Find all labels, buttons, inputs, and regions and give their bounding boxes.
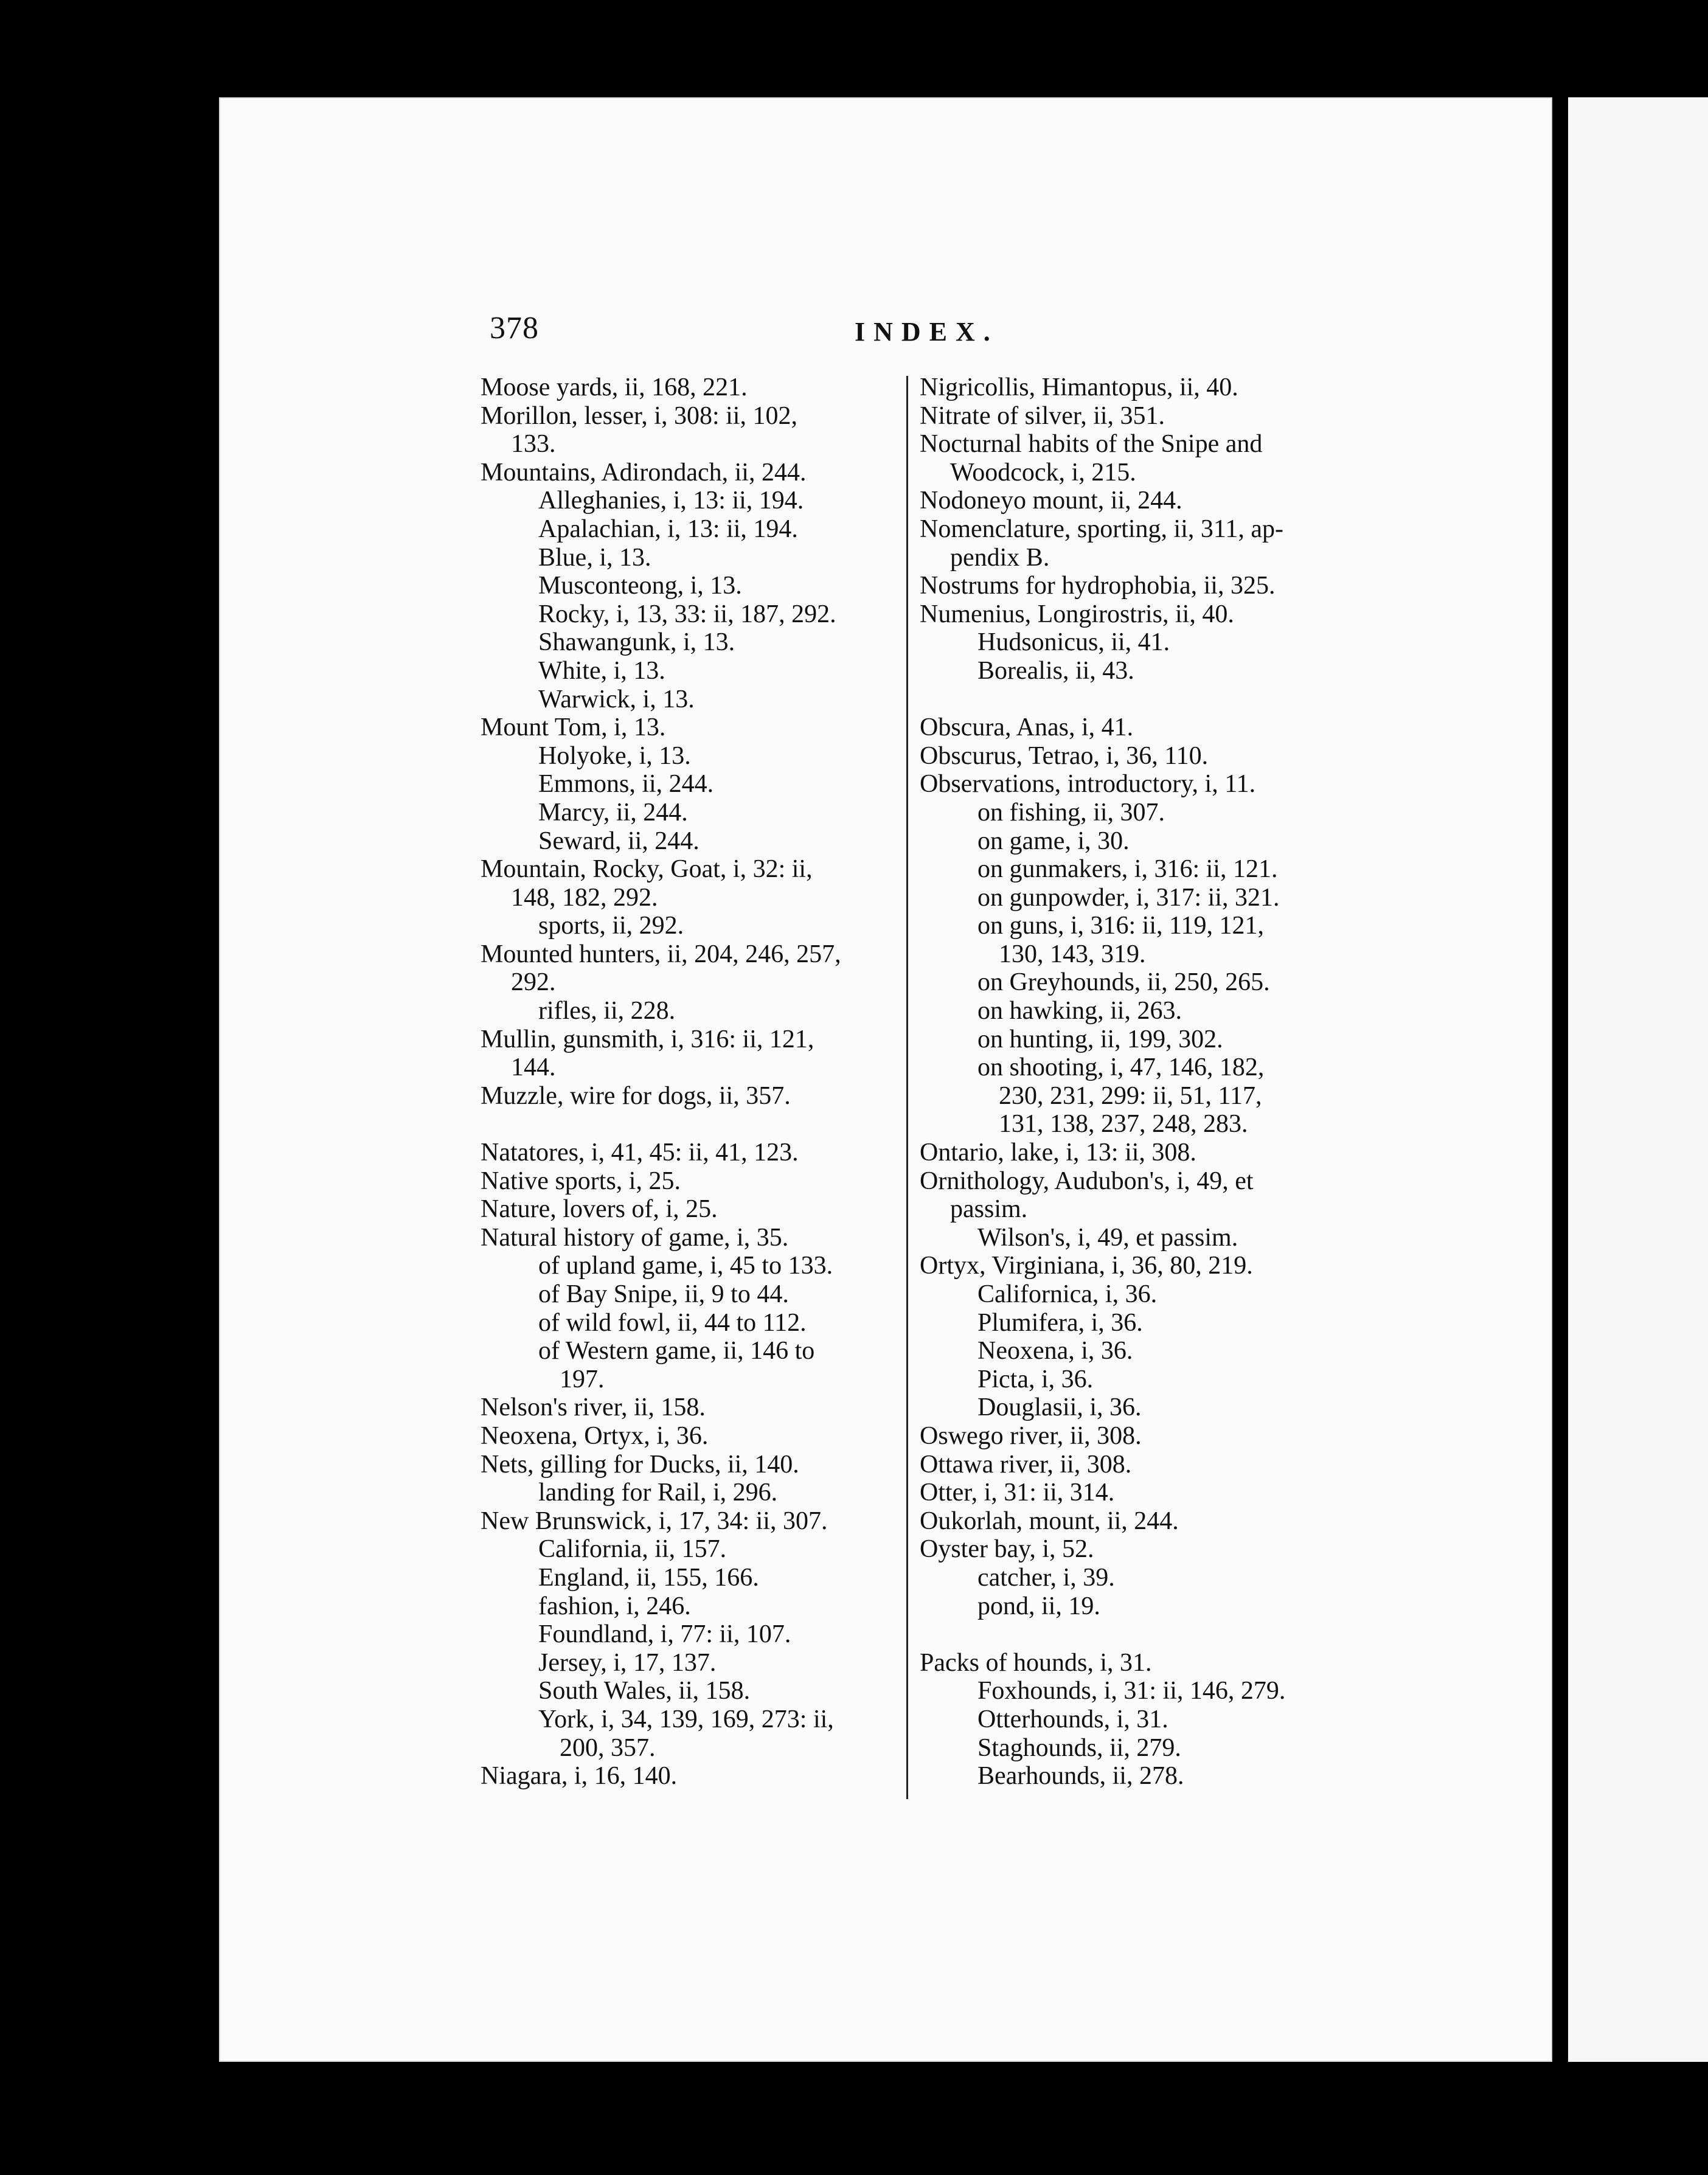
index-entry: Neoxena, Ortyx, i, 36. [481, 1421, 709, 1450]
index-entry: Rocky, i, 13, 33: ii, 187, 292. [538, 600, 836, 628]
index-entry: Ornithology, Audubon's, i, 49, et [920, 1167, 1254, 1195]
index-entry: Oswego river, ii, 308. [920, 1421, 1142, 1450]
index-entry: on fishing, ii, 307. [977, 798, 1165, 827]
index-entry: Musconteong, i, 13. [538, 572, 742, 600]
index-entry: Morillon, lesser, i, 308: ii, 102, [481, 401, 797, 430]
index-entry: Seward, ii, 244. [538, 827, 700, 855]
index-entry: Plumifera, i, 36. [977, 1308, 1143, 1337]
index-entry: 148, 182, 292. [511, 883, 658, 912]
index-column-right [920, 373, 1352, 1791]
index-entry: of Bay Snipe, ii, 9 to 44. [538, 1280, 789, 1308]
index-entry: Mounted hunters, ii, 204, 246, 257, [481, 940, 841, 968]
index-entry: Ortyx, Virginiana, i, 36, 80, 219. [920, 1252, 1253, 1280]
index-entry: Marcy, ii, 244. [538, 798, 688, 827]
index-entry: Shawangunk, i, 13. [538, 628, 735, 657]
index-entry: Nocturnal habits of the Snipe and [920, 430, 1263, 459]
column-divider [906, 376, 908, 1799]
index-entry: Niagara, i, 16, 140. [481, 1762, 678, 1791]
index-entry: 133. [511, 430, 556, 459]
index-entry: Packs of hounds, i, 31. [920, 1648, 1152, 1677]
index-entry: catcher, i, 39. [977, 1563, 1115, 1592]
index-entry: of Western game, ii, 146 to [538, 1337, 815, 1365]
index-entry: Alleghanies, i, 13: ii, 194. [538, 487, 804, 515]
section-gap [920, 1620, 1352, 1649]
index-entry: Neoxena, i, 36. [977, 1337, 1133, 1365]
index-entry: Mountains, Adirondach, ii, 244. [481, 458, 807, 487]
index-entry: Staghounds, ii, 279. [977, 1733, 1181, 1762]
index-entry: 230, 231, 299: ii, 51, 117, [999, 1081, 1262, 1110]
index-entry: Natatores, i, 41, 45: ii, 41, 123. [481, 1139, 799, 1167]
section-gap [920, 685, 1352, 714]
page-header: INDEX. [855, 317, 999, 347]
index-entry: on gunmakers, i, 316: ii, 121. [977, 855, 1278, 884]
index-entry: California, ii, 157. [538, 1535, 727, 1564]
index-entry: Wilson's, i, 49, et passim. [977, 1223, 1238, 1252]
index-entry: on hawking, ii, 263. [977, 997, 1182, 1025]
index-entry: Mountain, Rocky, Goat, i, 32: ii, [481, 855, 813, 884]
index-entry: pond, ii, 19. [977, 1592, 1100, 1620]
index-entry: on shooting, i, 47, 146, 182, [977, 1053, 1265, 1082]
index-entry: pendix B. [950, 543, 1050, 572]
index-entry: England, ii, 155, 166. [538, 1563, 759, 1592]
index-entry: Natural history of game, i, 35. [481, 1223, 789, 1252]
index-entry: Emmons, ii, 244. [538, 770, 714, 799]
page-number: 378 [490, 311, 539, 345]
index-entry: 130, 143, 319. [999, 940, 1146, 968]
index-entry: Foundland, i, 77: ii, 107. [538, 1620, 791, 1649]
index-entry: York, i, 34, 139, 169, 273: ii, [538, 1705, 834, 1733]
index-entry: Ontario, lake, i, 13: ii, 308. [920, 1139, 1196, 1167]
index-entry: Mount Tom, i, 13. [481, 713, 666, 742]
index-entry: 131, 138, 237, 248, 283. [999, 1110, 1248, 1139]
index-entry: Jersey, i, 17, 137. [538, 1648, 717, 1677]
index-entry: Bearhounds, ii, 278. [977, 1762, 1184, 1791]
index-entry: White, i, 13. [538, 656, 665, 685]
index-entry: Blue, i, 13. [538, 543, 651, 572]
index-entry: Nets, gilling for Ducks, ii, 140. [481, 1450, 799, 1479]
index-entry: Warwick, i, 13. [538, 685, 695, 713]
index-entry: South Wales, ii, 158. [538, 1677, 751, 1705]
index-entry: Nostrums for hydrophobia, ii, 325. [920, 572, 1276, 600]
index-entry: Observations, introductory, i, 11. [920, 770, 1256, 799]
index-entry: fashion, i, 246. [538, 1592, 691, 1620]
index-entry: 144. [511, 1053, 556, 1082]
index-entry: Nelson's river, ii, 158. [481, 1393, 706, 1422]
index-entry: Native sports, i, 25. [481, 1167, 681, 1195]
index-entry: Mullin, gunsmith, i, 316: ii, 121, [481, 1025, 814, 1053]
index-entry: passim. [950, 1195, 1028, 1224]
index-entry: Nitrate of silver, ii, 351. [920, 401, 1165, 430]
index-entry: landing for Rail, i, 296. [538, 1479, 778, 1507]
index-entry: on gunpowder, i, 317: ii, 321. [977, 883, 1280, 912]
index-entry: Obscurus, Tetrao, i, 36, 110. [920, 741, 1209, 770]
index-entry: Hudsonicus, ii, 41. [977, 628, 1170, 657]
index-entry: 197. [560, 1365, 605, 1393]
section-gap [481, 1110, 900, 1139]
index-column-left [481, 373, 900, 1791]
index-entry: Foxhounds, i, 31: ii, 146, 279. [977, 1677, 1286, 1705]
index-entry: Nature, lovers of, i, 25. [481, 1195, 718, 1224]
index-entry: Oyster bay, i, 52. [920, 1535, 1094, 1564]
index-entry: Otterhounds, i, 31. [977, 1705, 1168, 1733]
index-entry: of upland game, i, 45 to 133. [538, 1252, 833, 1280]
index-entry: Californica, i, 36. [977, 1280, 1158, 1308]
index-entry: Picta, i, 36. [977, 1365, 1094, 1393]
index-entry: Oukorlah, mount, ii, 244. [920, 1507, 1179, 1535]
index-entry: Apalachian, i, 13: ii, 194. [538, 515, 798, 543]
index-entry: Douglasii, i, 36. [977, 1393, 1142, 1422]
index-entry: on game, i, 30. [977, 827, 1130, 855]
index-entry: Borealis, ii, 43. [977, 656, 1134, 685]
index-entry: Otter, i, 31: ii, 314. [920, 1479, 1115, 1507]
index-entry: on Greyhounds, ii, 250, 265. [977, 968, 1270, 997]
index-entry: Holyoke, i, 13. [538, 741, 691, 770]
index-entry: rifles, ii, 228. [538, 997, 676, 1025]
index-entry: Woodcock, i, 215. [950, 458, 1136, 487]
index-entry: 292. [511, 968, 556, 997]
index-entry: Obscura, Anas, i, 41. [920, 713, 1134, 742]
facing-page-edge [1568, 97, 1708, 2062]
index-entry: Ottawa river, ii, 308. [920, 1450, 1132, 1479]
index-entry: on hunting, ii, 199, 302. [977, 1025, 1223, 1053]
index-entry: on guns, i, 316: ii, 119, 121, [977, 912, 1264, 940]
index-entry: sports, ii, 292. [538, 912, 684, 940]
index-entry: New Brunswick, i, 17, 34: ii, 307. [481, 1507, 828, 1535]
index-entry: Nodoneyo mount, ii, 244. [920, 487, 1182, 515]
index-entry: 200, 357. [560, 1733, 656, 1762]
index-entry: Moose yards, ii, 168, 221. [481, 373, 748, 401]
index-entry: of wild fowl, ii, 44 to 112. [538, 1308, 807, 1337]
index-entry: Nomenclature, sporting, ii, 311, ap- [920, 515, 1283, 543]
index-entry: Numenius, Longirostris, ii, 40. [920, 600, 1234, 628]
index-entry: Nigricollis, Himantopus, ii, 40. [920, 373, 1238, 401]
index-entry: Muzzle, wire for dogs, ii, 357. [481, 1081, 791, 1110]
